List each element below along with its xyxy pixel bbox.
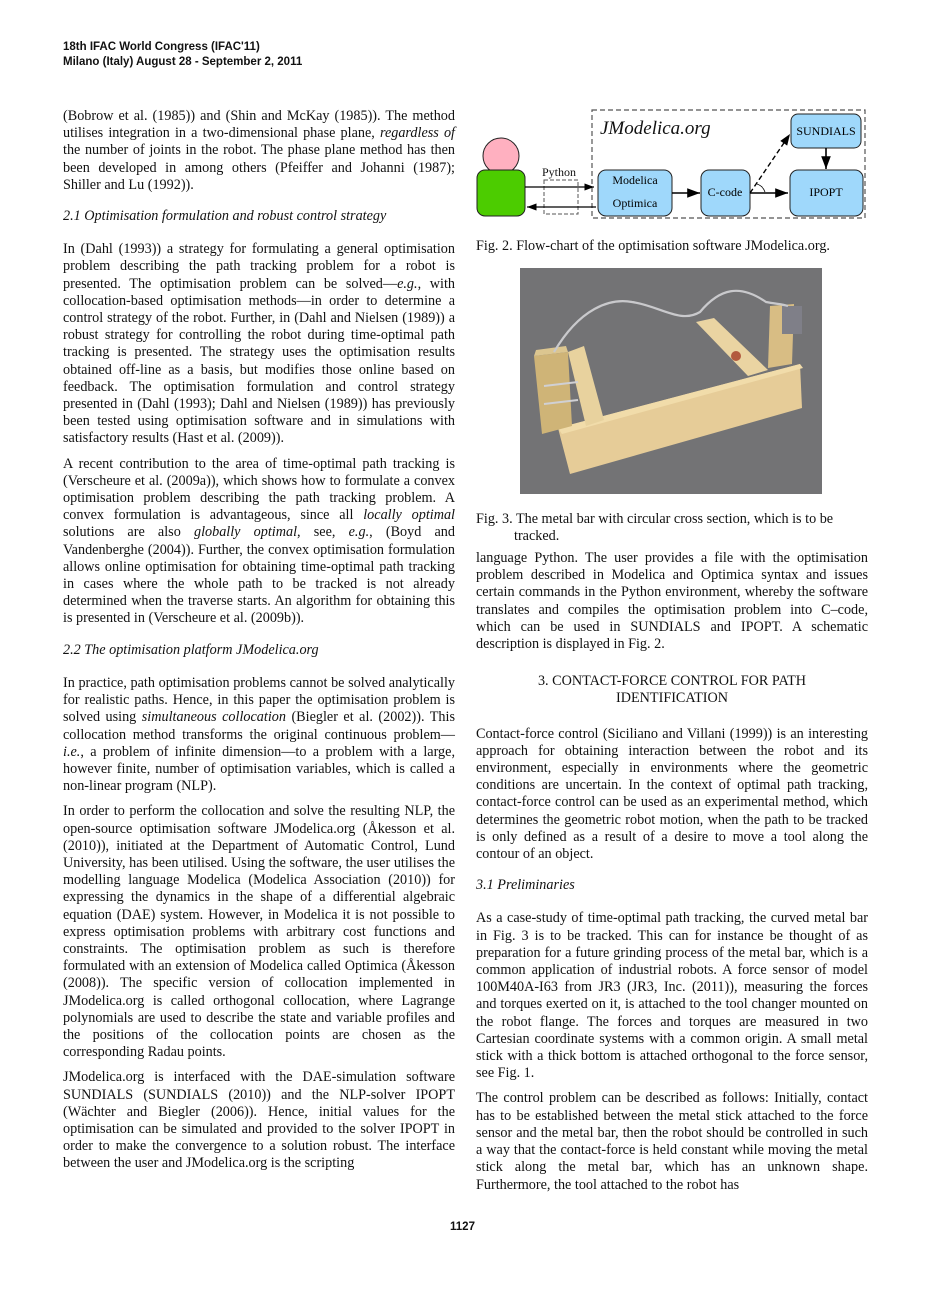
paragraph-dahl: In (Dahl (1993)) a strategy for formulating a general optimisation problem describing the path tracking problem for a robot is presented. The optimisation problem can be solved—e.g., with collocation-based optimisation methods—in order to determine a control strategy of the robot. Further, in (Dahl and Nielsen (1989)) a robust strategy for controlling the robot during time-optimal path tracking is presented. The strategy uses the optimisation results obtained off-line as a basis, but modifies those online based on feedback. The optimisation formulation and control strategy presented in (Dahl (1993); Dahl and Nielsen (1989)) has previously been tested using optimisation software and in simulations with satisfactory results (Hast et al. (2009)). (63, 241, 455, 447)
optimica-label: Optimica (612, 196, 658, 210)
subsection-2-1-heading: 2.1 Optimisation formulation and robust control strategy (63, 208, 387, 225)
running-header (63, 40, 302, 70)
paragraph-interfaces: JModelica.org is interfaced with the DAE-simulation software SUNDIALS (SUNDIALS (2010)) and the NLP-solver IPOPT (Wächter and Biegler (2006)). Hence, initial values for the optimisation can be simulated and provided to the solver IPOPT in order to make the convergence to a solution robust. The interface between the user and JModelica.org is the scripting (63, 1069, 455, 1172)
figure-2-flowchart (474, 108, 868, 220)
figure-2-caption: Fig. 2. Flow-chart of the optimisation software JModelica.org. (476, 238, 830, 254)
paragraph-python-interface: language Python. The user provides a file with the optimisation problem described in Modelica and Optimica syntax and issues certain commands in the Python environment, whereby the software translates and compiles the optimisation problem into C–code, which can be used in SUNDIALS and IPOPT. A schematic description is displayed in Fig. 2. (476, 550, 868, 653)
jmodelica-title: JModelica.org (600, 118, 711, 139)
paragraph-verscheure: A recent contribution to the area of time-optimal path tracking is (Verscheure et al. (2009a)), which shows how to formulate a convex optimisation problem describing the path tracking problem. A convex formulation is advantageous, since all locally optimal solutions are also globally optimal, see, e.g., (Boyd and Vandenberghe (2004)). Further, the convex optimisation formulation allows online optimisation for obtaining time-optimal path tracking in cases where the whole path to be tracked is not already determined when the traverse starts. An algorithm for obtaining this is presented in (Verscheure et al. (2009b)). (63, 455, 455, 627)
sundials-label: SUNDIALS (796, 124, 856, 138)
user-body-icon (477, 170, 525, 216)
paragraph-collocation: In practice, path optimisation problems cannot be solved analytically for realistic paths. Hence, in this paper the optimisation problem is solved using simultaneous collocation (Biegler et al. (2002)). This collocation method transforms the original continuous problem—i.e., a problem of infinite dimension—to a problem with a large, however finite, number of optimisation variables, which is called a non-linear program (NLP). (63, 674, 455, 795)
paragraph-phase-plane: (Bobrow et al. (1985)) and (Shin and McKay (1985)). The method utilises integration in a two-dimensional phase plane, regardless of the number of joints in the robot. The phase plane method has then been developed in among others (Pfeiffer and Johanni (1987); Shiller and Lu (1992)). (63, 108, 455, 193)
page-number: 1127 (450, 1221, 475, 1233)
right-column (476, 550, 868, 1202)
subsection-2-2-heading: 2.2 The optimisation platform JModelica.org (63, 641, 319, 658)
paragraph-contact-force: Contact-force control (Siciliano and Villani (1999)) is an interesting approach for obtaining interaction between the robot and its environment, especially in environments where the geometric conditions are uncertain. In the context of optimal path tracking, contact-force control can be used as an experimental method, which determines the geometric robot motion, when the path to be tracked is only defined as a result of a desire to move a tool along the contour of an object. (476, 725, 868, 863)
figure-3-photo-metal-bar (520, 268, 822, 494)
ipopt-label: IPOPT (809, 185, 843, 199)
conference-name: 18th IFAC World Congress (IFAC'11) (63, 41, 260, 53)
section-3-heading: 3. CONTACT-FORCE CONTROL FOR PATH IDENTIFICATION (537, 673, 807, 707)
left-column (63, 108, 455, 1181)
modelica-label: Modelica (612, 173, 658, 187)
c-code-label: C-code (707, 185, 743, 199)
paragraph-control-problem: The control problem can be described as follows: Initially, contact has to be established between the metal stick attached to the force sensor and the metal bar, then the robot should be controlled in such a way that the contact-force is held constant while moving the metal stick along the metal bar, which has an unknown shape. Furthermore, the tool attached to the robot has (476, 1090, 868, 1193)
python-label: Python (542, 165, 577, 179)
user-head-icon (483, 138, 519, 174)
paragraph-case-study: As a case-study of time-optimal path tracking, the curved metal bar in Fig. 3 is to be tracked. This can for instance be thought of as preparation for a future grinding process of the metal bar, which is a common application of industrial robots. A force sensor of model 100M40A-I63 from JR3 (JR3, Inc. (2011)), measuring the forces and torques exerted on it, is attached to the tool changer mounted on the robot flange. The forces and torques are measured in two Cartesian coordinate systems with a common origin. A small metal stick with a thick bottom is attached orthogonal to the force sensor, see Fig. 1. (476, 910, 868, 1082)
paragraph-jmodelica: In order to perform the collocation and solve the resulting NLP, the open-source optimisation software JModelica.org (Åkesson et al. (2010)), initiated at the Department of Automatic Control, Lund University, has been utilised. Using the software, the user utilises the modelling language Modelica (Modelica Association (2010)) for expressing the dynamics in the shape of a differential algebraic equation (DAE) system. However, in Modelica it is not possible to express optimisation problems with arbitrary cost functions and constraints. The optimisation problem as such is therefore formulated with an extension of Modelica called Optimica (Åkesson (2008)). The specific version of collocation implemented in JModelica.org is called orthogonal collocation, where Lagrange polynomials are used to describe the state and variable profiles and the positions of the collocation points are chosen as the corresponding Radau points. (63, 803, 455, 1061)
subsection-3-1-heading: 3.1 Preliminaries (476, 877, 575, 894)
python-box (544, 180, 578, 214)
figure-3-caption: Fig. 3. The metal bar with circular cross section, which is to be tracked. (476, 511, 834, 544)
conference-location-date: Milano (Italy) August 28 - September 2, 2011 (63, 56, 303, 68)
